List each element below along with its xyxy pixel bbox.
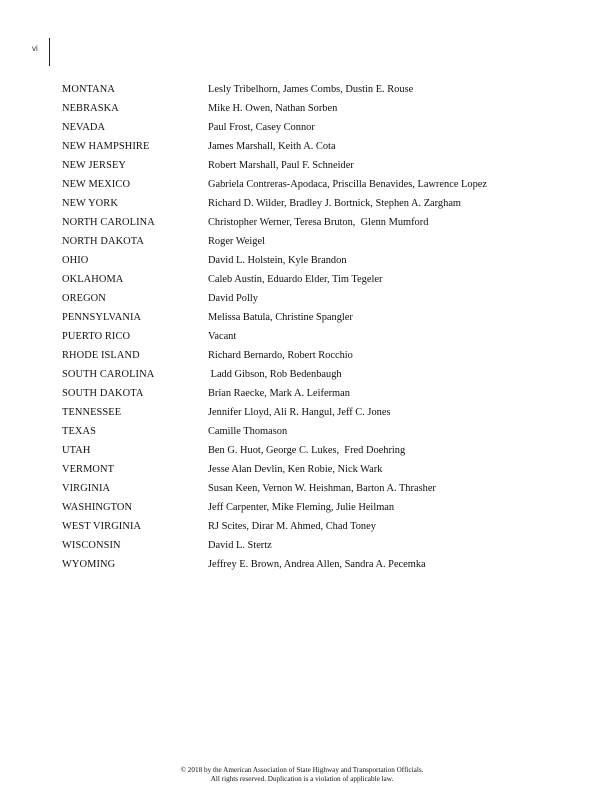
state-name: SOUTH CAROLINA xyxy=(62,369,155,380)
member-names: Robert Marshall, Paul F. Schneider xyxy=(208,160,354,171)
member-row xyxy=(62,403,562,422)
member-row xyxy=(62,80,562,99)
member-names: Ben G. Huot, George C. Lukes, Fred Doehring xyxy=(208,445,406,456)
state-name: OKLAHOMA xyxy=(62,274,124,285)
state-name: NEW HAMPSHIRE xyxy=(62,141,150,152)
member-row xyxy=(62,422,562,441)
state-name: NEW YORK xyxy=(62,198,118,209)
member-row xyxy=(62,327,562,346)
member-row xyxy=(62,498,562,517)
member-row xyxy=(62,536,562,555)
state-name: PENNSYLVANIA xyxy=(62,312,142,323)
state-name: OHIO xyxy=(62,255,89,266)
member-names: Christopher Werner, Teresa Bruton, Glenn Mumford xyxy=(208,217,429,228)
member-names: David L. Stertz xyxy=(208,540,272,551)
member-row xyxy=(62,384,562,403)
state-name: VIRGINIA xyxy=(62,483,111,494)
state-name: WYOMING xyxy=(62,559,116,570)
member-row xyxy=(62,555,562,574)
state-name: NEW MEXICO xyxy=(62,179,131,190)
member-row xyxy=(62,137,562,156)
state-name: OREGON xyxy=(62,293,106,304)
member-row xyxy=(62,232,562,251)
state-name: NEBRASKA xyxy=(62,103,119,114)
copyright-line: © 2018 by the American Association of State Highway and Transportation Officials. xyxy=(180,766,424,774)
member-row xyxy=(62,270,562,289)
state-name: SOUTH DAKOTA xyxy=(62,388,144,399)
rights-line: All rights reserved. Duplication is a violation of applicable law. xyxy=(210,775,394,783)
state-name: RHODE ISLAND xyxy=(62,350,140,361)
state-name: NEW JERSEY xyxy=(62,160,127,171)
member-row xyxy=(62,308,562,327)
member-row xyxy=(62,213,562,232)
member-names: Brian Raecke, Mark A. Leiferman xyxy=(208,388,350,399)
member-row xyxy=(62,346,562,365)
member-row xyxy=(62,441,562,460)
state-name: VERMONT xyxy=(62,464,115,475)
member-row xyxy=(62,118,562,137)
member-row xyxy=(62,479,562,498)
member-names: Gabriela Contreras-Apodaca, Priscilla Benavides, Lawrence Lopez xyxy=(208,179,487,190)
member-row xyxy=(62,460,562,479)
page-number: vi xyxy=(32,44,38,53)
member-row xyxy=(62,289,562,308)
member-names: Roger Weigel xyxy=(208,236,265,247)
member-names: David L. Holstein, Kyle Brandon xyxy=(208,255,347,266)
member-names: Richard Bernardo, Robert Rocchio xyxy=(208,350,353,361)
member-names: Camille Thomason xyxy=(208,426,288,437)
member-names: Jeff Carpenter, Mike Fleming, Julie Heilman xyxy=(208,502,395,513)
state-name: NEVADA xyxy=(62,122,106,133)
member-names: Caleb Austin, Eduardo Elder, Tim Tegeler xyxy=(208,274,383,285)
member-row xyxy=(62,194,562,213)
state-name: UTAH xyxy=(62,445,91,456)
page-number-rule xyxy=(49,38,50,66)
member-row xyxy=(62,99,562,118)
state-name: MONTANA xyxy=(62,84,115,95)
state-name: NORTH CAROLINA xyxy=(62,217,155,228)
state-name: WISCONSIN xyxy=(62,540,121,551)
state-name: PUERTO RICO xyxy=(62,331,131,342)
state-name: NORTH DAKOTA xyxy=(62,236,144,247)
state-name: WEST VIRGINIA xyxy=(62,521,142,532)
copyright-footer xyxy=(0,766,604,784)
member-row xyxy=(62,251,562,270)
member-names: Susan Keen, Vernon W. Heishman, Barton A. Thrasher xyxy=(208,483,436,494)
state-name: TEXAS xyxy=(62,426,96,437)
member-names: James Marshall, Keith A. Cota xyxy=(208,141,336,152)
member-row xyxy=(62,156,562,175)
member-names: Mike H. Owen, Nathan Sorben xyxy=(208,103,338,114)
member-names: Vacant xyxy=(208,331,237,342)
member-list xyxy=(62,80,562,574)
member-names: Ladd Gibson, Rob Bedenbaugh xyxy=(208,369,342,380)
state-name: WASHINGTON xyxy=(62,502,133,513)
member-names: Jesse Alan Devlin, Ken Robie, Nick Wark xyxy=(208,464,383,475)
member-row xyxy=(62,517,562,536)
member-names: Jeffrey E. Brown, Andrea Allen, Sandra A. Pecemka xyxy=(208,559,426,570)
state-name: TENNESSEE xyxy=(62,407,122,418)
member-names: RJ Scites, Dirar M. Ahmed, Chad Toney xyxy=(208,521,376,532)
member-names: Melissa Batula, Christine Spangler xyxy=(208,312,353,323)
member-names: Richard D. Wilder, Bradley J. Bortnick, Stephen A. Zargham xyxy=(208,198,462,209)
member-names: Jennifer Lloyd, Ali R. Hangul, Jeff C. Jones xyxy=(208,407,391,418)
member-names: David Polly xyxy=(208,293,258,304)
member-row xyxy=(62,175,562,194)
member-names: Lesly Tribelhorn, James Combs, Dustin E. Rouse xyxy=(208,84,414,95)
member-row xyxy=(62,365,562,384)
member-names: Paul Frost, Casey Connor xyxy=(208,122,315,133)
